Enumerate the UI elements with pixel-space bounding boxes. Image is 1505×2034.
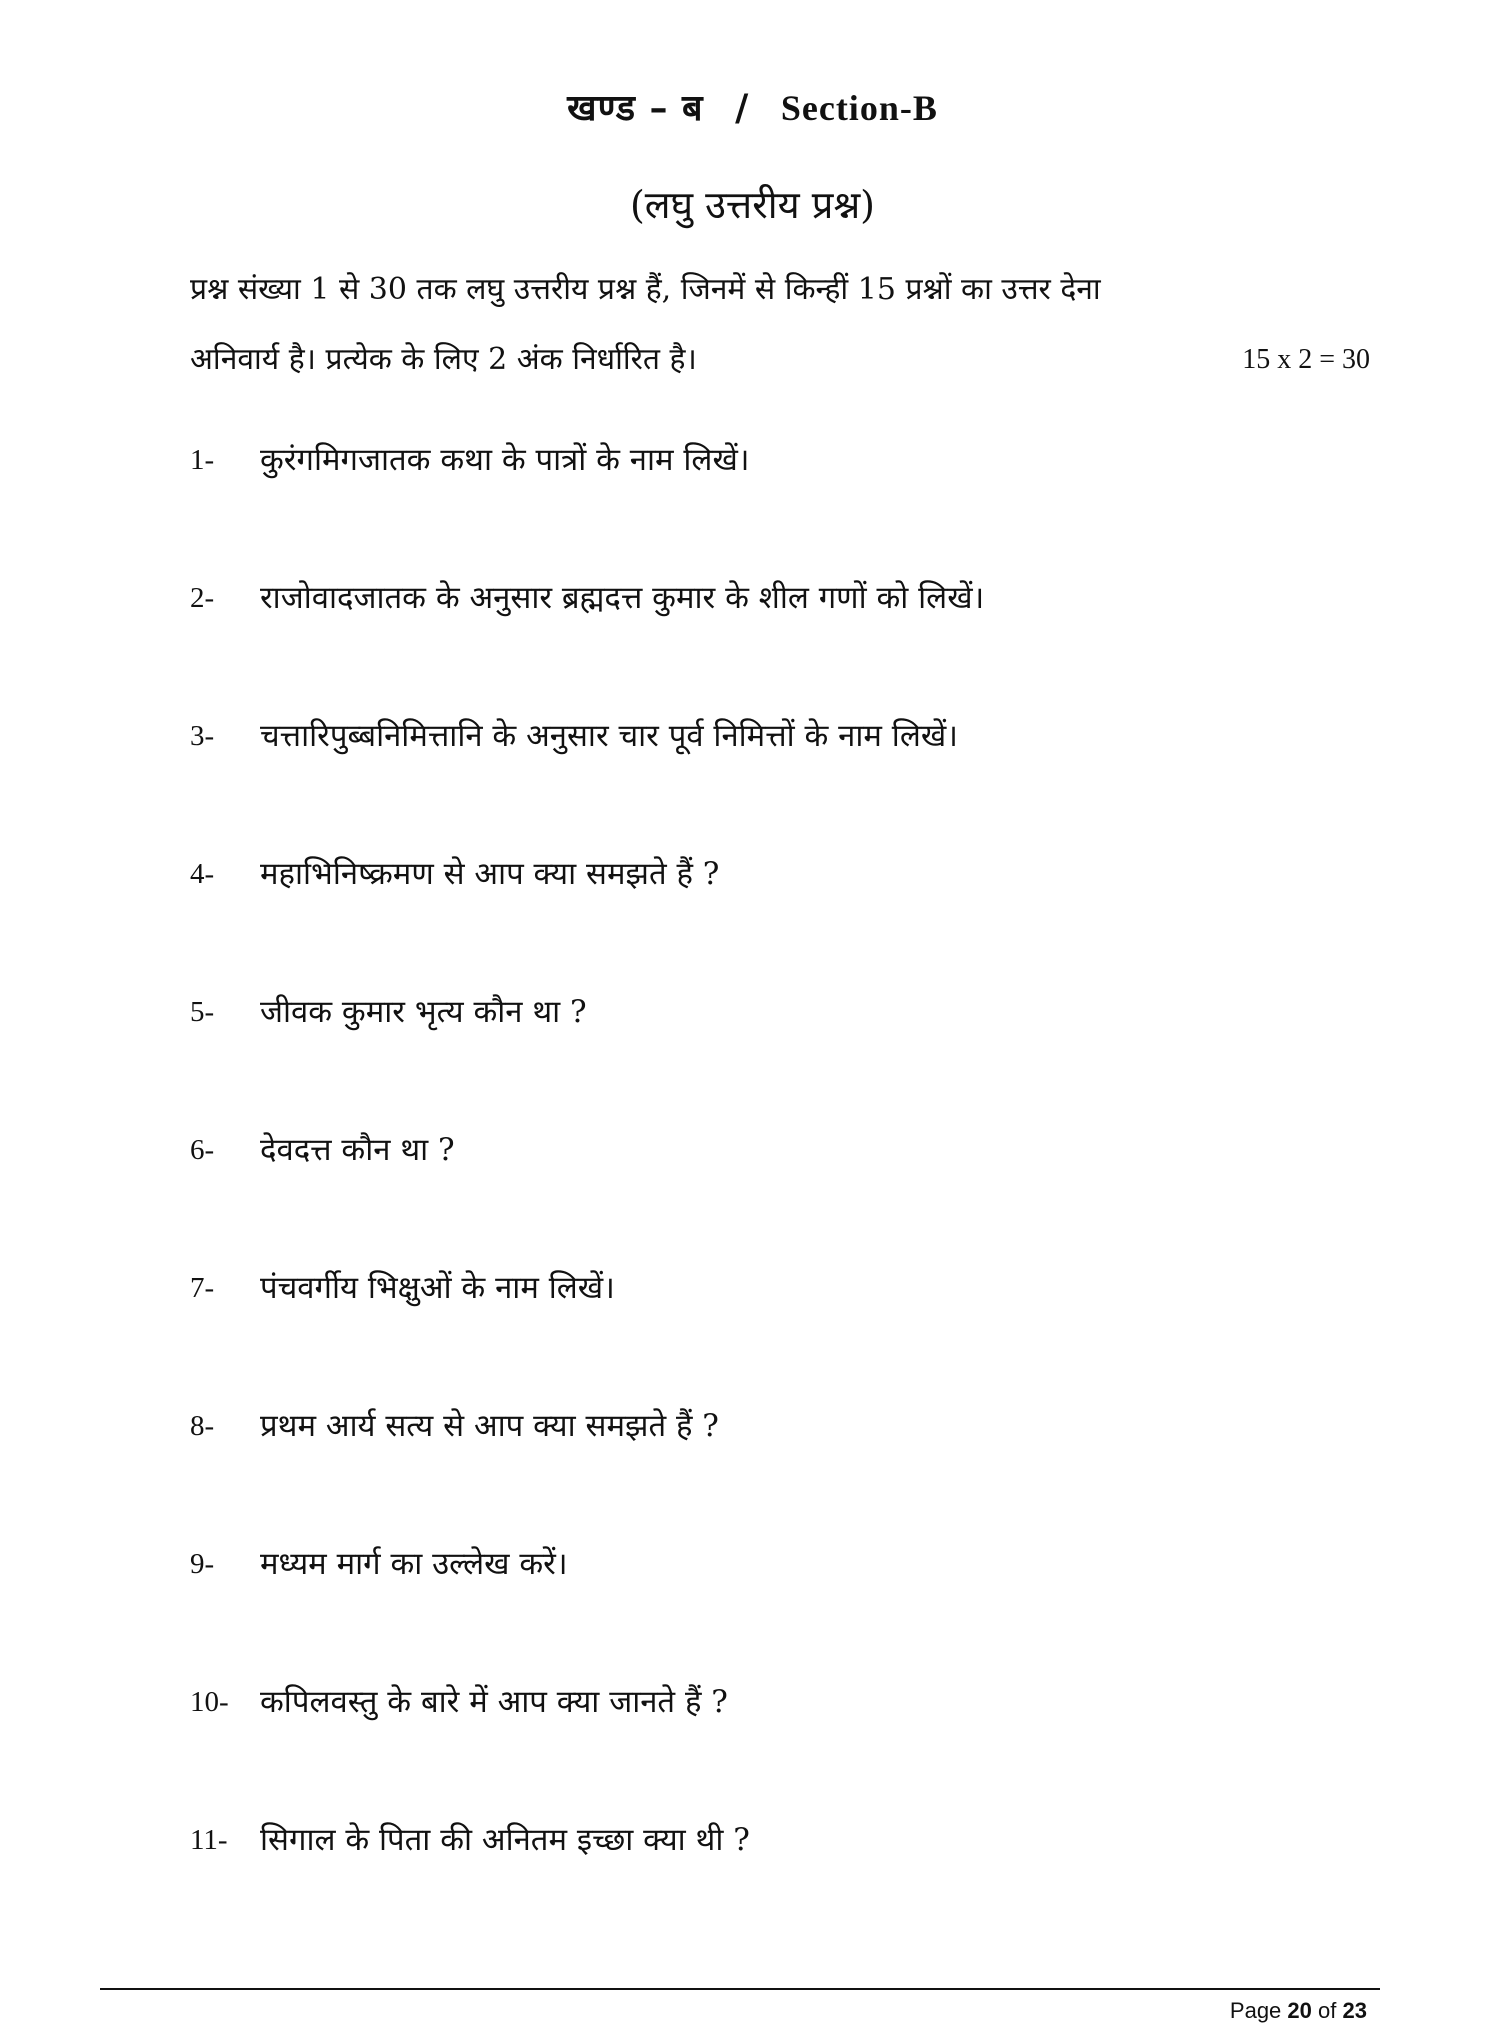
- question-item: [190, 992, 1370, 1130]
- question-number: 8-: [190, 1410, 215, 1442]
- question-item: [190, 1682, 1370, 1820]
- question-number: 9-: [190, 1548, 215, 1580]
- section-subtitle: (लघु उत्तरीय प्रश्न): [629, 183, 876, 227]
- question-text: कुरंगमिगजातक कथा के पात्रों के नाम लिखें।: [260, 442, 750, 478]
- question-number: 6-: [190, 1134, 215, 1166]
- question-item: [190, 1406, 1370, 1544]
- question-text: चत्तारिपुब्बनिमित्तानि के अनुसार चार पूर्व निमित्तों के नाम लिखें।: [260, 718, 958, 754]
- question-item: [190, 1268, 1370, 1406]
- question-item: [190, 578, 1370, 716]
- question-text: पंचवर्गीय भिक्षुओं के नाम लिखें।: [260, 1270, 615, 1306]
- question-text: कपिलवस्तु के बारे में आप क्या जानते हैं ?: [260, 1684, 728, 1720]
- question-number: 5-: [190, 996, 215, 1028]
- question-item: [190, 1130, 1370, 1268]
- section-title: [0, 82, 1505, 131]
- of-word: of: [1318, 1998, 1337, 2023]
- question-item: [190, 1820, 1370, 1958]
- question-number: 4-: [190, 858, 215, 890]
- question-number: 11-: [190, 1824, 228, 1856]
- question-text: राजोवादजातक के अनुसार ब्रह्मदत्त कुमार के शील गणों को लिखें।: [260, 580, 985, 616]
- question-item: [190, 440, 1370, 578]
- question-item: [190, 854, 1370, 992]
- question-item: [190, 1544, 1370, 1682]
- marks-allocation: 15 x 2 = 30: [1242, 344, 1370, 375]
- page-number: [1230, 1998, 1367, 2024]
- question-number: 3-: [190, 720, 215, 752]
- question-number: 10-: [190, 1686, 229, 1718]
- instructions-line-2: अनिवार्य है। प्रत्येक के लिए 2 अंक निर्धारित है।: [190, 342, 697, 377]
- total-pages: 23: [1342, 1998, 1367, 2023]
- instructions-line-1: प्रश्न संख्या 1 से 30 तक लघु उत्तरीय प्रश्न हैं, जिनमें से किन्हीं 15 प्रश्नों का उत्तर देना: [190, 272, 1101, 307]
- footer-divider: [100, 1988, 1380, 1990]
- current-page: 20: [1287, 1998, 1312, 2023]
- instructions-line-2-wrapper: [190, 325, 1370, 395]
- question-text: मध्यम मार्ग का उल्लेख करें।: [260, 1546, 568, 1582]
- question-text: महाभिनिष्क्रमण से आप क्या समझते हैं ?: [260, 856, 720, 892]
- question-item: [190, 716, 1370, 854]
- question-text: सिगाल के पिता की अनितम इच्छा क्या थी ?: [260, 1822, 750, 1858]
- question-number: 7-: [190, 1272, 215, 1304]
- section-title-hindi: खण्ड – ब: [567, 87, 704, 129]
- section-title-english: Section-B: [780, 88, 938, 128]
- question-text: जीवक कुमार भृत्य कौन था ?: [260, 994, 587, 1030]
- page-word: Page: [1229, 1998, 1282, 2023]
- question-list: [190, 440, 1370, 1958]
- question-number: 2-: [190, 582, 215, 614]
- section-title-separator: /: [735, 87, 750, 129]
- question-number: 1-: [190, 444, 215, 476]
- question-text: देवदत्त कौन था ?: [260, 1132, 455, 1168]
- question-text: प्रथम आर्य सत्य से आप क्या समझते हैं ?: [260, 1408, 719, 1444]
- instructions: [190, 255, 1370, 395]
